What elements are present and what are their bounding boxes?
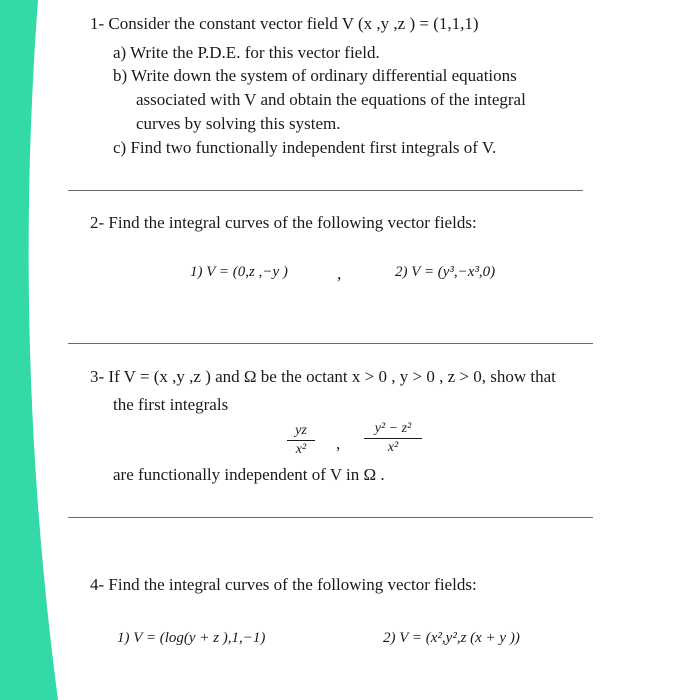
part-b-line-2: associated with V and obtain the equations of the integral (136, 90, 526, 109)
problem-2-number: 2- (90, 213, 105, 232)
part-c-text: Find two functionally independent first integrals of V. (130, 138, 497, 157)
problem-4-number: 4- (90, 575, 105, 594)
problem-2-field-1: 1) V = (0,z ,−y ) (190, 264, 288, 280)
problem-1-part-c (113, 136, 496, 160)
part-b-line-3: curves by solving this system. (136, 114, 341, 133)
fraction-1-bar (287, 440, 315, 441)
fraction-2 (364, 421, 422, 456)
problem-1-prompt (90, 12, 479, 36)
problem-2-field-2: 2) V = (y³,−x³,0) (395, 264, 496, 280)
problem-3-number: 3- (90, 367, 105, 386)
fraction-1 (287, 423, 315, 458)
part-b-label: b) (113, 66, 128, 85)
problem-3-line-2: the first integrals (113, 395, 229, 414)
problem-4-field-1: 1) V = (log(y + z ),1,−1) (117, 630, 266, 646)
problem-4-field-2: 2) V = (x²,y²,z (x + y )) (383, 630, 520, 646)
divider-2 (68, 343, 593, 344)
problem-3-closing: are functionally independent of V in Ω . (113, 465, 385, 484)
problem-1-part-a (113, 41, 380, 65)
part-a-label: a) (113, 43, 127, 62)
fraction-2-numerator: y² − z² (374, 421, 412, 436)
problem-3-separator: , (336, 434, 341, 453)
fraction-2-denominator: x² (387, 440, 399, 455)
problem-4-text: Find the integral curves of the following vector fields: (108, 575, 477, 594)
problem-1-part-b (113, 64, 517, 88)
fraction-2-bar (364, 438, 422, 439)
problem-3-line-1: If V = (x ,y ,z ) and Ω be the octant x > 0 , y > 0 , z > 0, show that (108, 367, 556, 386)
problem-3-prompt (90, 365, 556, 389)
part-b-line-1: Write down the system of ordinary differential equations (131, 66, 517, 85)
fraction-1-numerator: yz (295, 423, 307, 438)
problem-1-number: 1- (90, 14, 105, 33)
divider-3 (68, 517, 593, 518)
part-c-label: c) (113, 138, 127, 157)
part-a-text: Write the P.D.E. for this vector field. (130, 43, 380, 62)
problem-2-prompt (90, 211, 477, 235)
problem-2-separator: , (337, 264, 342, 283)
fraction-1-denominator: x² (295, 442, 307, 457)
divider-1 (68, 190, 583, 191)
problem-1-text: Consider the constant vector field V (x ,y ,z ) = (1,1,1) (108, 14, 479, 33)
problem-2-text: Find the integral curves of the following vector fields: (108, 213, 477, 232)
problem-4-prompt (90, 573, 477, 597)
